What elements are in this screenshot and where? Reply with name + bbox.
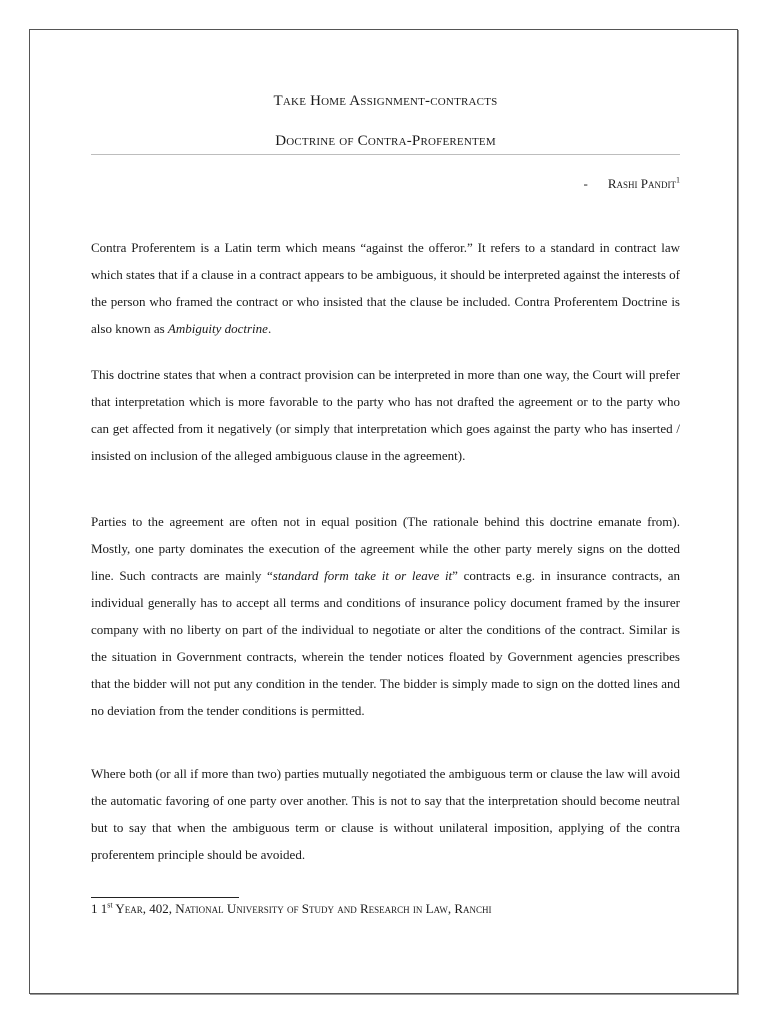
document-page	[29, 29, 738, 994]
paragraph-text-end: ” contracts e.g. in insurance contracts, an individual generally has to accept all terms and conditions of insurance policy document framed by the insurer company with no liberty on part of the individual to negotiate or alter the conditions of the contract. Similar is the situation in Government contracts, wherein the tender notices floated by Government agencies prescribes that the bidder will not put any condition in the tender. The bidder is simply made to sign on the dotted lines and no deviation from the tender conditions is permitted.	[91, 568, 681, 718]
emphasis-standard-form: standard form take it or leave it	[272, 568, 453, 583]
footnote-text: Year, 402, National University of Study and Research in Law, Ranchi	[112, 901, 492, 916]
paragraph-negotiated: Where both (or all if more than two) parties mutually negotiated the ambiguous term or clause the law will avoid the automatic favoring of one party over another. This is not to say that the interpretation should become neutral but to say that when the ambiguous term or clause is without unilateral imposition, applying of the contra proferentem principle should be avoided.	[91, 766, 680, 862]
title-underline	[91, 154, 680, 155]
author-dash: -	[583, 176, 588, 191]
footnote-year-suffix: st	[107, 900, 113, 910]
author-line	[584, 176, 681, 192]
paragraph-definition	[91, 234, 680, 342]
doctrine-title: Doctrine of Contra-Proferentem	[275, 133, 496, 149]
emphasis-ambiguity-doctrine: Ambiguity doctrine	[167, 321, 268, 336]
paragraph-text: Contra Proferentem is a Latin term which means “against the offeror.” It refers to a standard in contract law which states that if a clause in a contract appears to be ambiguous, it should be interpreted against the interests of the person who framed the contract or who insisted that the clause be included. Contra Proferentem Doctrine is also known as	[91, 240, 680, 336]
footnote-separator	[91, 897, 239, 898]
assignment-title: Take Home Assignment-contracts	[273, 93, 498, 109]
footnote-reference[interactable]: 1	[676, 175, 680, 185]
paragraph-parties	[91, 508, 680, 724]
paragraph-text: Parties to the agreement are often not in equal position (The rationale behind this doctrine emanate from). Mostly, one party dominates the execution of the agreement while the other party merely signs on the dotted line. Such contracts are mainly “	[91, 514, 680, 583]
paragraph-text-end: .	[267, 321, 272, 336]
footnote	[91, 901, 492, 917]
footnote-number: 1	[91, 901, 98, 916]
footnote-year-number: 1	[100, 901, 108, 916]
author-name: Rashi Pandit	[607, 176, 676, 191]
paragraph-interpretation: This doctrine states that when a contract provision can be interpreted in more than one way, the Court will prefer that interpretation which is more favorable to the party who has not drafted the agreement or to the party who can get affected from it negatively (or simply that interpretation which goes against the party who has inserted / insisted on inclusion of the alleged ambiguous clause in the agreement).	[91, 367, 680, 463]
